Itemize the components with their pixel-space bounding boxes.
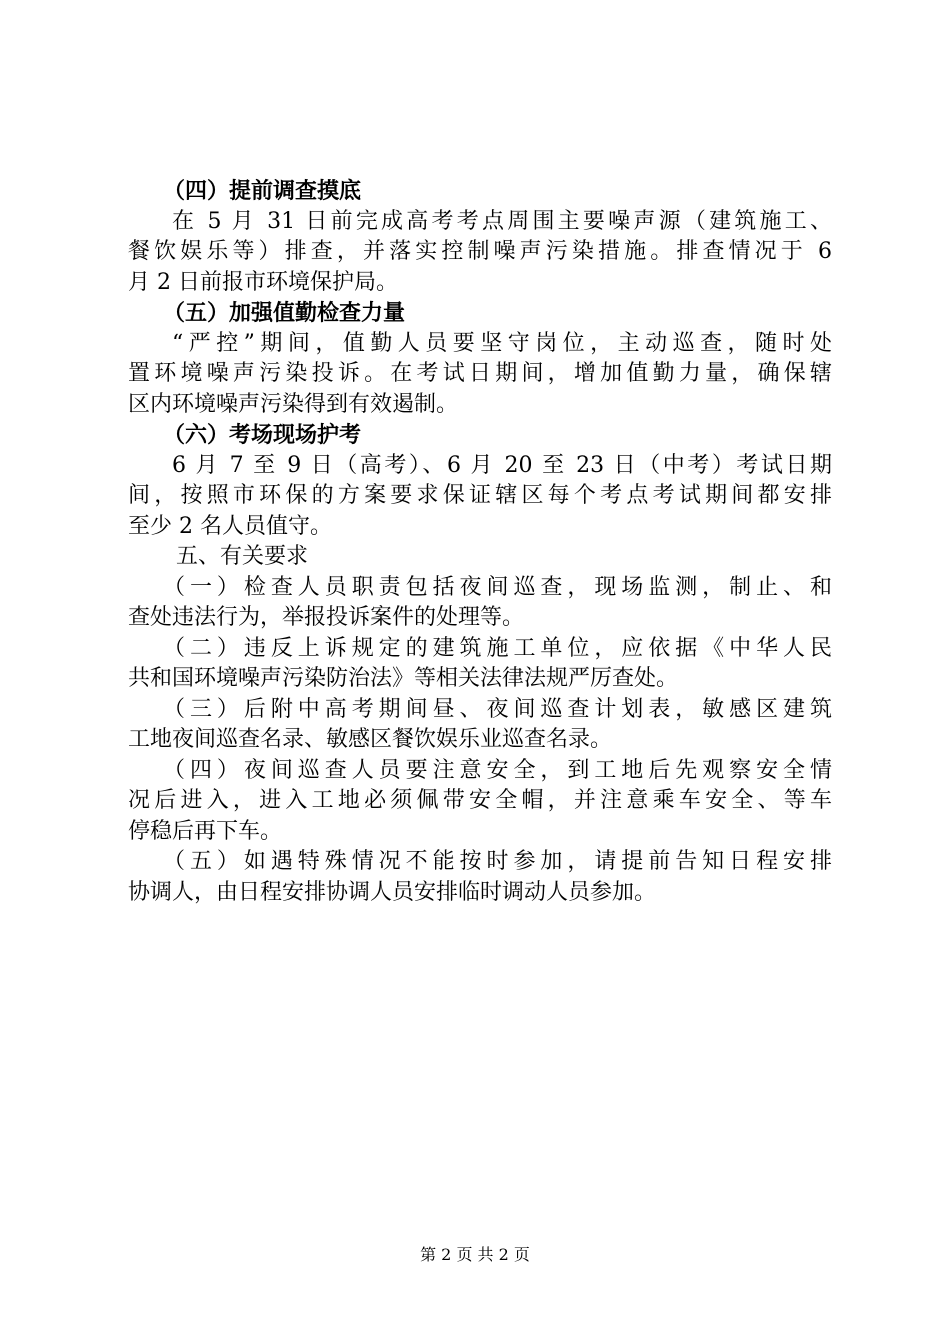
requirement-item — [128, 756, 832, 848]
requirement-item — [128, 573, 832, 634]
document-body — [128, 176, 832, 908]
section-heading — [128, 176, 832, 207]
text-line: 停稳后再下车。 — [128, 818, 283, 844]
text-line: 五、有关要求 — [176, 544, 309, 569]
text-line: 置环境噪声污染投诉。在考试日期间，增加值勤力量，确保辖 — [128, 361, 832, 386]
section-heading — [128, 298, 832, 329]
text-line: （六）考场现场护考 — [163, 422, 362, 448]
text-line: （四）提前调查摸底 — [163, 178, 362, 204]
section-heading — [128, 420, 832, 451]
text-line: 在 5 月 31 日前完成高考考点周围主要噪声源（建筑施工、 — [172, 208, 832, 234]
text-line: （二）违反上诉规定的建筑施工单位，应依据《中华人民 — [163, 635, 832, 661]
requirement-item — [128, 847, 832, 908]
text-line: （五）如遇特殊情况不能按时参加，请提前告知日程安排 — [163, 849, 832, 874]
text-line: 协调人，由日程安排协调人员安排临时调动人员参加。 — [128, 879, 657, 905]
text-line: “严控”期间，值勤人员要坚守岗位，主动巡查，随时处 — [172, 330, 832, 356]
paragraph — [128, 207, 832, 299]
text-line: 工地夜间巡查名录、敏感区餐饮娱乐业巡查名录。 — [128, 727, 613, 752]
page-number-label: 第 2 页 共 2 页 — [420, 1245, 530, 1264]
text-line: 区内环境噪声污染得到有效遏制。 — [128, 391, 459, 417]
page-footer — [0, 1244, 950, 1266]
text-line: 查处违法行为，举报投诉案件的处理等。 — [128, 605, 525, 630]
text-line: 间，按照市环保的方案要求保证辖区每个考点考试期间都安排 — [128, 483, 832, 508]
paragraph — [128, 329, 832, 421]
text-line: （三）后附中高考期间昼、夜间巡查计划表，敏感区建筑 — [163, 696, 832, 722]
paragraph — [128, 451, 832, 543]
text-line: 至少 2 名人员值守。 — [128, 513, 332, 539]
requirement-item — [128, 695, 832, 756]
text-line: 月 2 日前报市环境保护局。 — [128, 269, 398, 295]
text-line: 共和国环境噪声污染防治法》等相关法律法规严厉查处。 — [128, 666, 679, 691]
text-line: （四）夜间巡查人员要注意安全，到工地后先观察安全情 — [163, 757, 832, 783]
requirement-item — [128, 634, 832, 695]
text-line: 餐饮娱乐等）排查，并落实控制噪声污染措施。排查情况于 6 — [128, 239, 832, 264]
chapter-heading — [128, 542, 832, 573]
text-line: （五）加强值勤检查力量 — [163, 300, 406, 326]
text-line: （一）检查人员职责包括夜间巡查，现场监测，制止、和 — [163, 574, 832, 600]
text-line: 6 月 7 至 9 日（高考）、6 月 20 至 23 日（中考）考试日期 — [172, 452, 832, 478]
text-line: 况后进入，进入工地必须佩带安全帽，并注意乘车安全、等车 — [128, 788, 832, 813]
